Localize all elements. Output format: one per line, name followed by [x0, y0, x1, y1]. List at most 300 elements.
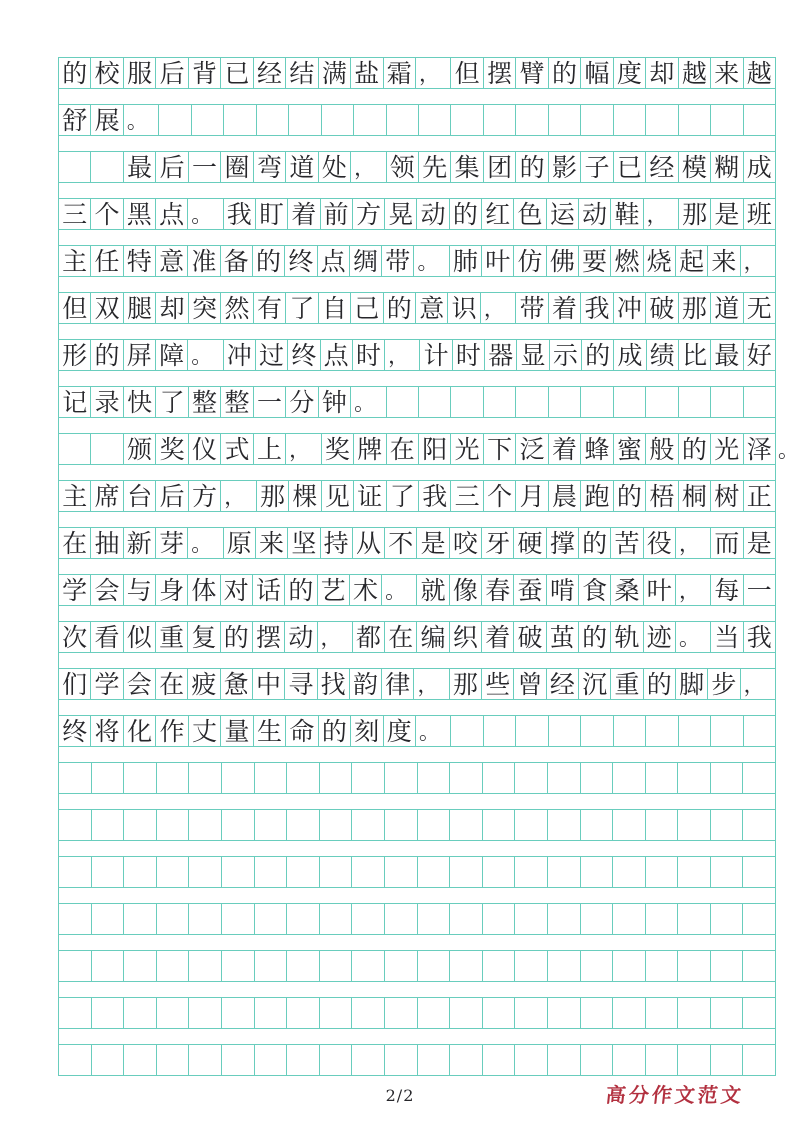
- grid-cell: 会: [91, 575, 123, 605]
- grid-cell: [581, 810, 614, 840]
- grid-cell: 一: [254, 387, 286, 417]
- row-gap: [59, 1029, 775, 1044]
- grid-cell: [484, 387, 516, 417]
- grid-cell: [352, 763, 385, 793]
- grid-cell: [548, 998, 581, 1028]
- grid-cell: 蚕: [514, 575, 546, 605]
- grid-cell: 后: [156, 481, 188, 511]
- grid-cell: 方: [189, 481, 221, 511]
- grid-cell: ，: [414, 669, 449, 699]
- grid-cell: 我: [224, 199, 256, 229]
- grid-cell: 找: [318, 669, 350, 699]
- grid-cell: 三: [451, 481, 483, 511]
- grid-cell: 经: [547, 669, 579, 699]
- grid-cell: 食: [579, 575, 611, 605]
- grid-cell: [59, 152, 91, 182]
- grid-cell: 示: [550, 340, 582, 370]
- grid-cell: [516, 716, 548, 746]
- grid-cell: [450, 857, 483, 887]
- grid-cell: 坚: [288, 528, 320, 558]
- grid-cell: 的: [285, 575, 317, 605]
- grid-cell: 。: [676, 622, 711, 652]
- grid-cell: 备: [221, 246, 253, 276]
- grid-row: [59, 433, 799, 465]
- grid-cell: [92, 1045, 125, 1075]
- grid-cell: [124, 763, 157, 793]
- grid-cell: [678, 857, 711, 887]
- row-gap: [59, 559, 775, 574]
- grid-cell: 显: [517, 340, 549, 370]
- grid-cell: 终: [288, 340, 320, 370]
- grid-cell: 终: [59, 716, 91, 746]
- grid-cell: [255, 1045, 288, 1075]
- grid-cell: ，: [286, 434, 321, 464]
- grid-cell: 整: [221, 387, 253, 417]
- grid-cell: 是: [417, 528, 449, 558]
- grid-cell: 泽: [746, 434, 772, 464]
- grid-cell: 的: [384, 293, 416, 323]
- grid-cell: 晃: [385, 199, 417, 229]
- grid-cell: 团: [484, 152, 516, 182]
- row-gap: [59, 606, 775, 621]
- grid-cell: 屏: [124, 340, 156, 370]
- grid-cell: 霜: [384, 58, 416, 88]
- grid-cell: 后: [156, 58, 188, 88]
- grid-cell: 我: [746, 622, 772, 652]
- grid-cell: 一: [746, 575, 772, 605]
- grid-cell: [320, 810, 353, 840]
- grid-cell: 作: [156, 716, 188, 746]
- row-gap: [59, 982, 775, 997]
- grid-cell: 丈: [189, 716, 221, 746]
- grid-cell: [581, 763, 614, 793]
- row-gap: [59, 512, 775, 527]
- grid-cell: [646, 810, 679, 840]
- grid-cell: 每: [711, 575, 743, 605]
- grid-cell: 肺: [450, 246, 482, 276]
- grid-cell: [646, 105, 678, 135]
- grid-cell: 牙: [482, 528, 514, 558]
- grid-row: [59, 621, 775, 653]
- grid-cell: 服: [124, 58, 156, 88]
- grid-cell: [320, 951, 353, 981]
- grid-cell: 的: [319, 716, 351, 746]
- grid-cell: [124, 951, 157, 981]
- row-gap: [59, 183, 775, 198]
- grid-cell: [222, 1045, 255, 1075]
- grid-cell: [189, 1045, 222, 1075]
- grid-cell: [646, 857, 679, 887]
- grid-cell: 沉: [579, 669, 611, 699]
- grid-cell: [59, 951, 92, 981]
- grid-row: [59, 762, 775, 794]
- row-gap: [59, 653, 775, 668]
- grid-cell: 在: [59, 528, 91, 558]
- grid-cell: 自: [319, 293, 351, 323]
- grid-cell: 幅: [581, 58, 613, 88]
- grid-cell: 分: [286, 387, 318, 417]
- grid-cell: [450, 951, 483, 981]
- grid-cell: [320, 857, 353, 887]
- grid-cell: [222, 904, 255, 934]
- grid-cell: [59, 998, 92, 1028]
- grid-cell: 在: [385, 622, 417, 652]
- grid-cell: [483, 1045, 516, 1075]
- grid-cell: 原: [224, 528, 256, 558]
- grid-cell: 会: [124, 669, 156, 699]
- grid-cell: [255, 998, 288, 1028]
- grid-cell: [743, 857, 775, 887]
- grid-cell: [679, 105, 711, 135]
- grid-cell: 圈: [221, 152, 253, 182]
- grid-row: [59, 198, 775, 230]
- grid-row: [59, 950, 775, 982]
- row-gap: [59, 371, 775, 386]
- grid-cell: [222, 810, 255, 840]
- grid-cell: [124, 998, 157, 1028]
- grid-cell: 春: [482, 575, 514, 605]
- grid-cell: [157, 763, 190, 793]
- grid-cell: [352, 904, 385, 934]
- grid-cell: 有: [254, 293, 286, 323]
- grid-cell: [59, 810, 92, 840]
- grid-cell: [744, 105, 775, 135]
- grid-cell: 录: [91, 387, 123, 417]
- grid-cell: [581, 1045, 614, 1075]
- grid-cell: 叶: [482, 246, 514, 276]
- grid-cell: 主: [59, 481, 91, 511]
- grid-cell: 冲: [224, 340, 256, 370]
- grid-cell: [92, 810, 125, 840]
- grid-cell: [189, 810, 222, 840]
- grid-cell: [92, 857, 125, 887]
- grid-cell: 奖: [322, 434, 354, 464]
- grid-cell: 黑: [124, 199, 156, 229]
- grid-cell: 处: [319, 152, 351, 182]
- grid-cell: 特: [124, 246, 156, 276]
- grid-cell: 意: [156, 246, 188, 276]
- grid-cell: [515, 1045, 548, 1075]
- grid-cell: 茧: [547, 622, 579, 652]
- grid-cell: 三: [59, 199, 91, 229]
- row-gap: [59, 935, 775, 950]
- grid-row: [59, 292, 775, 324]
- grid-cell: 领: [387, 152, 419, 182]
- grid-cell: 满: [319, 58, 351, 88]
- grid-cell: [450, 763, 483, 793]
- row-gap: [59, 700, 775, 715]
- grid-cell: [124, 810, 157, 840]
- grid-cell: 带: [516, 293, 548, 323]
- grid-cell: 是: [746, 528, 772, 558]
- grid-cell: [646, 763, 679, 793]
- grid-cell: [646, 387, 678, 417]
- grid-cell: 经: [646, 152, 678, 182]
- grid-cell: 的: [582, 340, 614, 370]
- grid-cell: 席: [91, 481, 123, 511]
- grid-cell: 上: [254, 434, 286, 464]
- grid-cell: 但: [59, 293, 91, 323]
- grid-cell: 但: [451, 58, 483, 88]
- grid-cell: [255, 951, 288, 981]
- grid-cell: 带: [382, 246, 414, 276]
- grid-cell: [385, 763, 418, 793]
- grid-cell: [385, 998, 418, 1028]
- grid-cell: 经: [254, 58, 286, 88]
- grid-cell: [548, 857, 581, 887]
- grid-row: [59, 668, 775, 700]
- grid-cell: 下: [484, 434, 516, 464]
- grid-cell: 织: [450, 622, 482, 652]
- grid-cell: [418, 1045, 451, 1075]
- grid-cell: [678, 951, 711, 981]
- grid-cell: 梧: [646, 481, 678, 511]
- grid-cell: [222, 951, 255, 981]
- grid-cell: ，: [676, 528, 711, 558]
- grid-cell: [189, 763, 222, 793]
- grid-cell: [189, 998, 222, 1028]
- grid-cell: 计: [420, 340, 452, 370]
- grid-cell: [450, 904, 483, 934]
- row-gap: [59, 324, 775, 339]
- grid-cell: 见: [322, 481, 354, 511]
- grid-cell: 越: [746, 58, 772, 88]
- grid-cell: ，: [743, 673, 765, 697]
- grid-cell: [419, 105, 451, 135]
- grid-cell: [385, 904, 418, 934]
- grid-cell: [320, 763, 353, 793]
- grid-cell: ，: [416, 58, 451, 88]
- grid-cell: 脚: [676, 669, 708, 699]
- grid-cell: 。: [124, 105, 159, 135]
- grid-cell: [157, 904, 190, 934]
- grid-cell: 鞋: [611, 199, 643, 229]
- grid-cell: 的: [579, 528, 611, 558]
- grid-cell: [157, 998, 190, 1028]
- grid-cell: 的: [221, 622, 253, 652]
- grid-cell: [711, 105, 743, 135]
- grid-cell: [287, 857, 320, 887]
- grid-cell: [516, 105, 548, 135]
- grid-cell: 将: [91, 716, 123, 746]
- grid-cell: 比: [679, 340, 711, 370]
- grid-cell: [91, 434, 123, 464]
- grid-cell: 了: [387, 481, 419, 511]
- grid-cell: 棵: [289, 481, 321, 511]
- grid-cell: [352, 857, 385, 887]
- grid-cell: 蜂: [581, 434, 613, 464]
- grid-cell: [515, 998, 548, 1028]
- grid-cell: 己: [351, 293, 383, 323]
- grid-cell: 似: [124, 622, 156, 652]
- grid-cell: 步: [708, 669, 740, 699]
- grid-cell: 钟: [319, 387, 351, 417]
- grid-cell: ，: [385, 340, 420, 370]
- grid-cell: [744, 387, 775, 417]
- grid-cell: [222, 857, 255, 887]
- grid-cell: [257, 105, 289, 135]
- grid-cell: 了: [156, 387, 188, 417]
- row-gap: [59, 747, 775, 762]
- grid-cell: [678, 998, 711, 1028]
- grid-cell: [549, 387, 581, 417]
- grid-cell: 疲: [188, 669, 220, 699]
- grid-cell: [646, 998, 679, 1028]
- grid-cell: 着: [549, 293, 581, 323]
- grid-cell: [59, 763, 92, 793]
- grid-cell: 。: [188, 199, 223, 229]
- grid-cell: 意: [416, 293, 448, 323]
- grid-cell: 与: [124, 575, 156, 605]
- writing-grid: [58, 57, 799, 1076]
- grid-cell: 的: [253, 246, 285, 276]
- grid-cell: [613, 810, 646, 840]
- grid-cell: 主: [59, 246, 91, 276]
- grid-cell: 桐: [679, 481, 711, 511]
- grid-cell: 越: [679, 58, 711, 88]
- grid-cell: 后: [156, 152, 188, 182]
- grid-row: [59, 245, 775, 277]
- grid-row: [59, 715, 775, 747]
- row-gap: [59, 277, 775, 292]
- grid-cell: 摆: [484, 58, 516, 88]
- grid-cell: 编: [417, 622, 449, 652]
- grid-cell: [548, 904, 581, 934]
- grid-cell: [157, 810, 190, 840]
- grid-cell: 点: [321, 340, 353, 370]
- grid-cell: 像: [450, 575, 482, 605]
- grid-cell: 咬: [450, 528, 482, 558]
- grid-cell: [92, 951, 125, 981]
- grid-cell: [385, 857, 418, 887]
- grid-cell: 刻: [351, 716, 383, 746]
- grid-cell: [516, 387, 548, 417]
- grid-cell: [352, 1045, 385, 1075]
- grid-cell: [711, 1045, 744, 1075]
- grid-cell: 绩: [647, 340, 679, 370]
- grid-cell: 燃: [611, 246, 643, 276]
- grid-cell: 子: [581, 152, 613, 182]
- grid-cell: 泛: [516, 434, 548, 464]
- grid-cell: [192, 105, 224, 135]
- grid-cell: 最: [711, 340, 743, 370]
- grid-cell: [581, 998, 614, 1028]
- grid-cell: [484, 716, 516, 746]
- grid-cell: 。: [414, 246, 449, 276]
- grid-cell: 命: [286, 716, 318, 746]
- grid-cell: [418, 763, 451, 793]
- row-gap: [59, 136, 775, 151]
- grid-cell: 来: [708, 246, 740, 276]
- grid-cell: [515, 763, 548, 793]
- grid-cell: 苦: [611, 528, 643, 558]
- grid-cell: [320, 904, 353, 934]
- grid-cell: 那: [679, 293, 711, 323]
- grid-cell: [387, 105, 419, 135]
- grid-cell: [157, 857, 190, 887]
- grid-cell: 却: [646, 58, 678, 88]
- row-gap: [59, 230, 775, 245]
- grid-cell: [581, 951, 614, 981]
- grid-cell: [483, 763, 516, 793]
- watermark: 高分作文范文: [604, 1083, 746, 1107]
- grid-cell: [549, 105, 581, 135]
- grid-cell: [581, 857, 614, 887]
- grid-cell: 的: [614, 481, 646, 511]
- grid-cell: 是: [711, 199, 743, 229]
- grid-cell: [159, 105, 191, 135]
- grid-cell: 摆: [253, 622, 285, 652]
- grid-cell: [515, 904, 548, 934]
- grid-cell: 度: [614, 58, 646, 88]
- grid-cell: 我: [419, 481, 451, 511]
- grid-cell: 前: [321, 199, 353, 229]
- grid-cell: 着: [482, 622, 514, 652]
- grid-cell: 叶: [644, 575, 676, 605]
- grid-cell: [679, 387, 711, 417]
- grid-cell: ，: [743, 250, 765, 274]
- grid-cell: [581, 716, 613, 746]
- grid-cell: [581, 387, 613, 417]
- grid-cell: 结: [286, 58, 318, 88]
- grid-cell: [255, 904, 288, 934]
- grid-cell: 重: [611, 669, 643, 699]
- grid-cell: 复: [188, 622, 220, 652]
- grid-cell: [157, 1045, 190, 1075]
- grid-cell: 的: [679, 434, 711, 464]
- grid-cell: [613, 951, 646, 981]
- grid-cell: 。: [188, 340, 223, 370]
- hanging-punctuation: 。: [778, 438, 799, 462]
- grid-cell: 月: [516, 481, 548, 511]
- grid-cell: 曾: [514, 669, 546, 699]
- grid-cell: 树: [711, 481, 743, 511]
- grid-cell: 起: [676, 246, 708, 276]
- page-number: 2/2: [385, 1086, 415, 1105]
- grid-cell: 重: [156, 622, 188, 652]
- grid-cell: [451, 105, 483, 135]
- grid-cell: 记: [59, 387, 91, 417]
- grid-cell: 着: [549, 434, 581, 464]
- grid-cell: 要: [579, 246, 611, 276]
- grid-row: [59, 997, 775, 1029]
- grid-cell: 色: [514, 199, 546, 229]
- grid-cell: 证: [354, 481, 386, 511]
- grid-cell: [287, 763, 320, 793]
- grid-cell: 来: [256, 528, 288, 558]
- grid-cell: 先: [419, 152, 451, 182]
- grid-cell: 从: [353, 528, 385, 558]
- grid-cell: 次: [59, 622, 91, 652]
- grid-cell: 障: [156, 340, 188, 370]
- grid-cell: 艺: [318, 575, 350, 605]
- grid-cell: [483, 951, 516, 981]
- grid-cell: 展: [91, 105, 123, 135]
- grid-cell: [515, 857, 548, 887]
- grid-cell: 那: [450, 669, 482, 699]
- grid-row: [59, 386, 775, 418]
- row-gap: [59, 418, 775, 433]
- grid-cell: [613, 763, 646, 793]
- grid-cell: 破: [646, 293, 678, 323]
- grid-cell: 光: [451, 434, 483, 464]
- grid-cell: 最: [124, 152, 156, 182]
- grid-cell: [418, 810, 451, 840]
- grid-cell: [352, 998, 385, 1028]
- grid-cell: 个: [484, 481, 516, 511]
- row-gap: [59, 89, 775, 104]
- grid-cell: [614, 387, 646, 417]
